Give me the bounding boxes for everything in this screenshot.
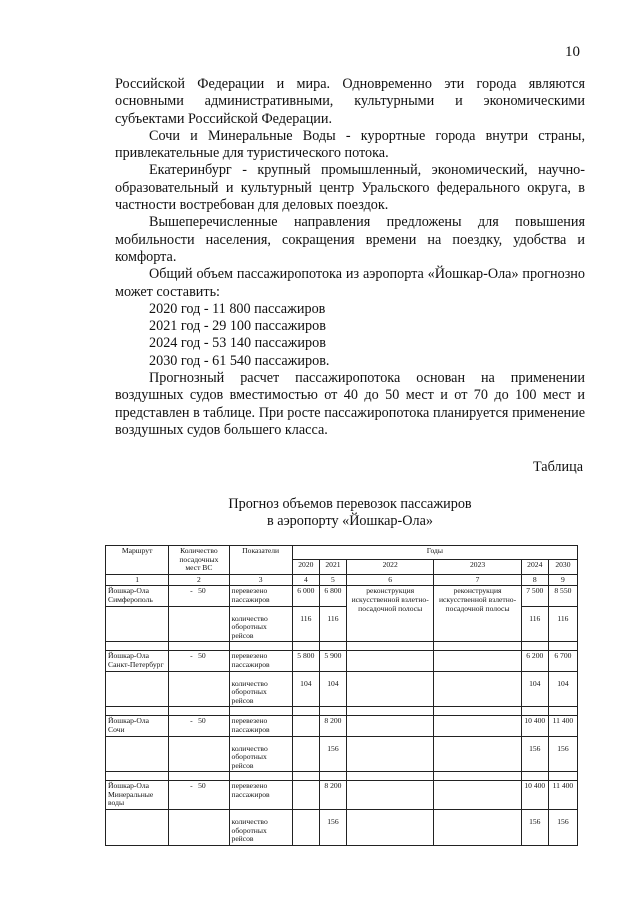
value-2030: 6 700 xyxy=(548,651,577,671)
body-text xyxy=(115,76,585,439)
seats-cell xyxy=(169,586,229,606)
col-number-8: 8 xyxy=(521,574,548,586)
value-2024: 10 400 xyxy=(521,781,548,810)
table-row xyxy=(106,586,578,606)
value-2030: 156 xyxy=(548,736,577,772)
col-number-3: 3 xyxy=(229,574,292,586)
value-2022-note: реконструкция искусственной взлетно-посадочной полосы xyxy=(347,586,434,642)
value-2021: 5 900 xyxy=(319,651,346,671)
route-name: Йошкар-Ола Симферополь xyxy=(106,586,169,606)
indicator-flights: количество оборотных рейсов xyxy=(229,736,292,772)
value-2030: 156 xyxy=(548,810,577,846)
header-year-2021: 2021 xyxy=(319,560,346,574)
col-number-4: 4 xyxy=(292,574,319,586)
value-2021: 104 xyxy=(319,671,346,707)
header-seats: Количество посадочных мест ВС xyxy=(169,546,229,575)
table-header-row xyxy=(106,546,578,560)
page-number: 10 xyxy=(565,44,580,60)
header-years: Годы xyxy=(292,546,577,560)
value-2020 xyxy=(292,781,319,810)
value-2020: 116 xyxy=(292,606,319,642)
dash-mark: - xyxy=(190,716,193,726)
header-year-2023: 2023 xyxy=(434,560,521,574)
value-2021: 8 200 xyxy=(319,716,346,736)
value-2024: 116 xyxy=(521,606,548,642)
indicator-passengers: перевезено пассажиров xyxy=(229,651,292,671)
dash-mark: - xyxy=(190,781,193,791)
col-number-7: 7 xyxy=(434,574,521,586)
value-2021: 6 800 xyxy=(319,586,346,606)
value-2030: 8 550 xyxy=(548,586,577,606)
paragraph-1: Российской Федерации и мира. Одновременно эти города являются основными административными, культурными и экономическими субъектами Российской Федерации. xyxy=(115,76,585,127)
value-2024: 104 xyxy=(521,671,548,707)
col-number-9: 9 xyxy=(548,574,577,586)
value-2030: 104 xyxy=(548,671,577,707)
header-indicators: Показатели xyxy=(229,546,292,575)
value-2023-note: реконструкция искусственной взлетно-посадочной полосы xyxy=(434,586,521,642)
value-2020: 6 000 xyxy=(292,586,319,606)
value-2024: 156 xyxy=(521,810,548,846)
dash-mark: - xyxy=(190,586,193,596)
table-row xyxy=(106,736,578,772)
seats-cell xyxy=(169,781,229,810)
value-2021: 156 xyxy=(319,736,346,772)
seats-cell xyxy=(169,716,229,736)
header-year-2024: 2024 xyxy=(521,560,548,574)
table-row xyxy=(106,781,578,810)
value-2021: 8 200 xyxy=(319,781,346,810)
paragraph-3: Екатеринбург - крупный промышленный, экономический, научно-образовательный и культурный центр Уральского федерального округа, в частности востребован для деловых поездок. xyxy=(115,162,585,214)
value-2020: 5 800 xyxy=(292,651,319,671)
indicator-passengers: перевезено пассажиров xyxy=(229,586,292,606)
paragraph-2: Сочи и Минеральные Воды - курортные города внутри страны, привлекательные для туристического потока. xyxy=(115,127,585,162)
value-2020 xyxy=(292,716,319,736)
value-2020 xyxy=(292,810,319,846)
route-name: Йошкар-Ола Минеральные воды xyxy=(106,781,169,810)
seats-value: 50 xyxy=(198,781,206,791)
table-title xyxy=(115,496,585,530)
indicator-flights: количество оборотных рейсов xyxy=(229,810,292,846)
indicator-passengers: перевезено пассажиров xyxy=(229,716,292,736)
header-year-2030: 2030 xyxy=(548,560,577,574)
seats-value: 50 xyxy=(198,651,206,661)
route-name: Йошкар-Ола Сочи xyxy=(106,716,169,736)
value-2021: 116 xyxy=(319,606,346,642)
seats-value: 50 xyxy=(198,716,206,726)
header-year-2022: 2022 xyxy=(347,560,434,574)
seats-cell xyxy=(169,651,229,671)
table-caption: Таблица xyxy=(532,459,583,475)
value-2024: 7 500 xyxy=(521,586,548,606)
value-2024: 156 xyxy=(521,736,548,772)
value-2030: 116 xyxy=(548,606,577,642)
forecast-line-2020: 2020 год - 11 800 пассажиров xyxy=(149,300,326,317)
route-name: Йошкар-Ола Санкт-Петербург xyxy=(106,651,169,671)
seats-value: 50 xyxy=(198,586,206,596)
table-row xyxy=(106,651,578,671)
col-number-5: 5 xyxy=(319,574,346,586)
value-2030: 11 400 xyxy=(548,781,577,810)
value-2024: 10 400 xyxy=(521,716,548,736)
value-2030: 11 400 xyxy=(548,716,577,736)
table-title-line-1: Прогноз объемов перевозок пассажиров xyxy=(228,496,472,512)
forecast-table xyxy=(105,545,578,846)
closing-paragraph: Прогнозный расчет пассажиропотока основан на применении воздушных судов вместимостью от 40 до 50 мест и от 70 до 100 мест и представлен в таблице. При росте пассажиропотока планируется применение воздушных судов большего класса. xyxy=(115,370,585,438)
indicator-flights: количество оборотных рейсов xyxy=(229,671,292,707)
header-route: Маршрут xyxy=(106,546,169,575)
value-2020: 104 xyxy=(292,671,319,707)
table-row xyxy=(106,671,578,707)
paragraph-5: Общий объем пассажиропотока из аэропорта «Йошкар-Ола» прогнозно может составить: xyxy=(115,266,585,300)
table-title-line-2: в аэропорту «Йошкар-Ола» xyxy=(267,513,433,529)
indicator-passengers: перевезено пассажиров xyxy=(229,781,292,810)
paragraph-4: Вышеперечисленные направления предложены для повышения мобильности населения, сокращения времени на поездку, удобства и комфорта. xyxy=(115,214,585,265)
indicator-flights: количество оборотных рейсов xyxy=(229,606,292,642)
dash-mark: - xyxy=(190,651,193,661)
value-2024: 6 200 xyxy=(521,651,548,671)
table-row xyxy=(106,716,578,736)
forecast-line-2024: 2024 год - 53 140 пассажиров xyxy=(149,335,326,352)
col-number-1: 1 xyxy=(106,574,169,586)
value-2021: 156 xyxy=(319,810,346,846)
col-number-2: 2 xyxy=(169,574,229,586)
forecast-line-2030: 2030 год - 61 540 пассажиров. xyxy=(149,352,330,369)
value-2020 xyxy=(292,736,319,772)
col-number-6: 6 xyxy=(347,574,434,586)
column-numbers-row xyxy=(106,574,578,586)
table-row xyxy=(106,810,578,846)
forecast-line-2021: 2021 год - 29 100 пассажиров xyxy=(149,318,326,335)
header-year-2020: 2020 xyxy=(292,560,319,574)
